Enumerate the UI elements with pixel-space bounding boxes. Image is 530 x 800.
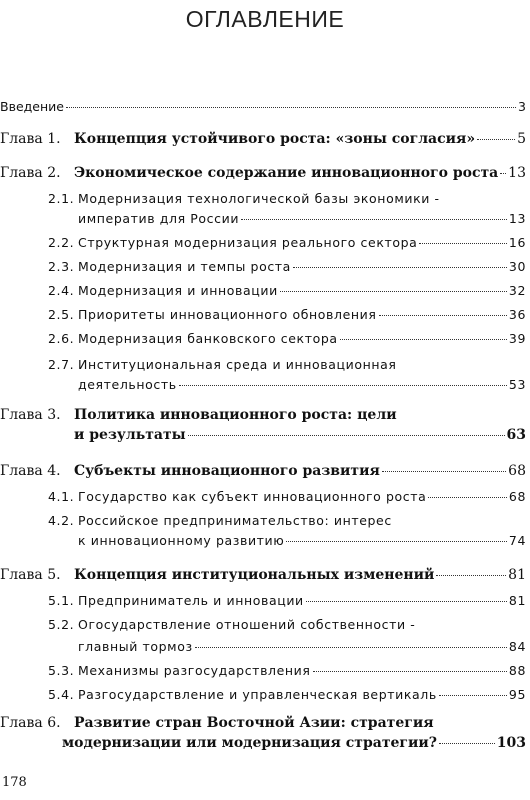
toc-leader-dots bbox=[340, 339, 507, 340]
toc-page-number: 68 bbox=[508, 489, 526, 504]
section-title: Модернизация и инновации bbox=[78, 283, 278, 298]
toc-page-number: 74 bbox=[508, 533, 526, 548]
toc-page-number: 13 bbox=[508, 165, 526, 181]
toc-chapter-3-continuation bbox=[74, 426, 526, 444]
toc-page-number: 13 bbox=[508, 211, 526, 226]
toc-section-2-1 bbox=[48, 190, 526, 208]
chapter-label: Глава 3. bbox=[0, 407, 61, 423]
toc-section-5-2-continuation bbox=[78, 638, 526, 656]
section-number: 5.3. bbox=[48, 663, 75, 678]
toc-page-number: 5 bbox=[517, 131, 526, 147]
section-number: 2.4. bbox=[48, 283, 75, 298]
chapter-label: Глава 4. bbox=[0, 463, 61, 479]
toc-section-4-1 bbox=[48, 488, 526, 506]
chapter-title-continuation: модернизации или модернизация стратегии? bbox=[62, 735, 437, 751]
toc-chapter-2 bbox=[0, 164, 526, 182]
chapter-title: Экономическое содержание инновационного роста bbox=[74, 165, 499, 181]
chapter-title-continuation: и результаты bbox=[74, 427, 186, 443]
toc-section-2-5 bbox=[48, 306, 526, 324]
toc-section-2-7-continuation bbox=[78, 376, 526, 394]
section-title: Российское предпринимательство: интерес bbox=[78, 513, 392, 528]
section-title: Модернизация банковского сектора bbox=[78, 331, 338, 346]
toc-chapter-6 bbox=[0, 714, 526, 732]
toc-leader-dots bbox=[286, 541, 506, 542]
section-title: Государство как субъект инновационного роста bbox=[78, 489, 427, 504]
toc-leader-dots bbox=[439, 743, 495, 744]
section-number: 2.2. bbox=[48, 235, 75, 250]
toc-leader-dots bbox=[188, 435, 505, 436]
toc-page-number: 88 bbox=[508, 663, 526, 678]
section-title-continuation: к инновационному развитию bbox=[78, 533, 285, 548]
section-number: 5.2. bbox=[48, 617, 75, 632]
section-number: 2.3. bbox=[48, 259, 75, 274]
section-title: Предприниматель и инновации bbox=[78, 593, 304, 608]
chapter-label: Глава 5. bbox=[0, 567, 61, 583]
toc-page-number: 32 bbox=[508, 283, 526, 298]
toc-section-5-1 bbox=[48, 592, 526, 610]
section-title: Приоритеты инновационного обновления bbox=[78, 307, 377, 322]
toc-section-2-4 bbox=[48, 282, 526, 300]
toc-page-number: 36 bbox=[508, 307, 526, 322]
toc-leader-dots bbox=[477, 139, 515, 140]
toc-page-number: 16 bbox=[508, 235, 526, 250]
toc-entry-introduction bbox=[0, 98, 526, 116]
toc-page-number: 39 bbox=[508, 331, 526, 346]
toc-section-4-2-continuation bbox=[78, 532, 526, 550]
section-number: 5.4. bbox=[48, 687, 75, 702]
toc-leader-dots bbox=[419, 243, 507, 244]
section-number: 4.2. bbox=[48, 513, 75, 528]
toc-section-5-3 bbox=[48, 662, 526, 680]
toc-leader-dots bbox=[313, 671, 507, 672]
toc-page-number: 103 bbox=[496, 735, 526, 751]
section-title: Механизмы разгосударствления bbox=[78, 663, 311, 678]
section-title: Модернизация технологической базы экономики - bbox=[78, 191, 440, 206]
toc-section-2-2 bbox=[48, 234, 526, 252]
toc-chapter-3 bbox=[0, 406, 526, 424]
chapter-label: Глава 6. bbox=[0, 715, 61, 731]
toc-leader-dots bbox=[379, 315, 507, 316]
toc-page-number: 30 bbox=[508, 259, 526, 274]
toc-chapter-5 bbox=[0, 566, 526, 584]
toc-page-number: 68 bbox=[508, 463, 526, 479]
toc-page-number: 84 bbox=[508, 639, 526, 654]
section-title: Структурная модернизация реального сектора bbox=[78, 235, 418, 250]
toc-page-number: 53 bbox=[508, 377, 526, 392]
toc-page-number: 3 bbox=[518, 99, 526, 114]
section-title-continuation: императив для России bbox=[78, 211, 240, 226]
chapter-title: Политика инновационного роста: цели bbox=[74, 407, 397, 423]
toc-section-5-2 bbox=[48, 616, 526, 634]
chapter-label: Глава 2. bbox=[0, 165, 61, 181]
section-number: 2.6. bbox=[48, 331, 75, 346]
section-number: 2.1. bbox=[48, 191, 75, 206]
toc-section-2-6 bbox=[48, 330, 526, 348]
page-title: ОГЛАВЛЕНИЕ bbox=[185, 6, 345, 32]
section-title: Институциональная среда и инновационная bbox=[78, 357, 397, 372]
toc-page-number: 81 bbox=[508, 567, 526, 583]
toc-page-number: 63 bbox=[506, 427, 526, 443]
section-title-continuation: деятельность bbox=[78, 377, 177, 392]
section-title: Огосударствление отношений собственности - bbox=[78, 617, 416, 632]
toc-page-number: 95 bbox=[508, 687, 526, 702]
chapter-title: Концепция институциональных изменений bbox=[74, 567, 435, 583]
page-number: 178 bbox=[2, 775, 27, 790]
toc-section-5-4 bbox=[48, 686, 526, 704]
toc-leader-dots bbox=[500, 173, 506, 174]
section-number: 2.7. bbox=[48, 357, 75, 372]
section-number: 2.5. bbox=[48, 307, 75, 322]
toc-section-2-1-continuation bbox=[78, 210, 526, 228]
toc-section-2-3 bbox=[48, 258, 526, 276]
toc-leader-dots bbox=[195, 647, 507, 648]
toc-entry-text: Введение bbox=[0, 99, 64, 114]
chapter-label: Глава 1. bbox=[0, 131, 61, 147]
toc-leader-dots bbox=[439, 695, 507, 696]
toc-leader-dots bbox=[241, 219, 507, 220]
section-title: Разгосударствление и управленческая вертикаль bbox=[78, 687, 437, 702]
chapter-title: Развитие стран Восточной Азии: стратегия bbox=[74, 715, 434, 731]
section-number: 5.1. bbox=[48, 593, 75, 608]
toc-chapter-1 bbox=[0, 130, 526, 148]
toc-leader-dots bbox=[306, 601, 507, 602]
section-title-continuation: главный тормоз bbox=[78, 639, 193, 654]
toc-leader-dots bbox=[428, 497, 507, 498]
toc-page-number: 81 bbox=[508, 593, 526, 608]
toc-leader-dots bbox=[280, 291, 507, 292]
toc-leader-dots bbox=[66, 107, 516, 108]
section-number: 4.1. bbox=[48, 489, 75, 504]
chapter-title: Субъекты инновационного развития bbox=[74, 463, 380, 479]
toc-chapter-4 bbox=[0, 462, 526, 480]
toc-leader-dots bbox=[382, 471, 506, 472]
chapter-title: Концепция устойчивого роста: «зоны согласия» bbox=[74, 131, 476, 147]
toc-leader-dots bbox=[436, 575, 506, 576]
toc-leader-dots bbox=[179, 385, 507, 386]
toc-section-2-7 bbox=[48, 356, 526, 374]
section-title: Модернизация и темпы роста bbox=[78, 259, 291, 274]
toc-section-4-2 bbox=[48, 512, 526, 530]
toc-leader-dots bbox=[293, 267, 507, 268]
toc-chapter-6-continuation bbox=[62, 734, 526, 752]
